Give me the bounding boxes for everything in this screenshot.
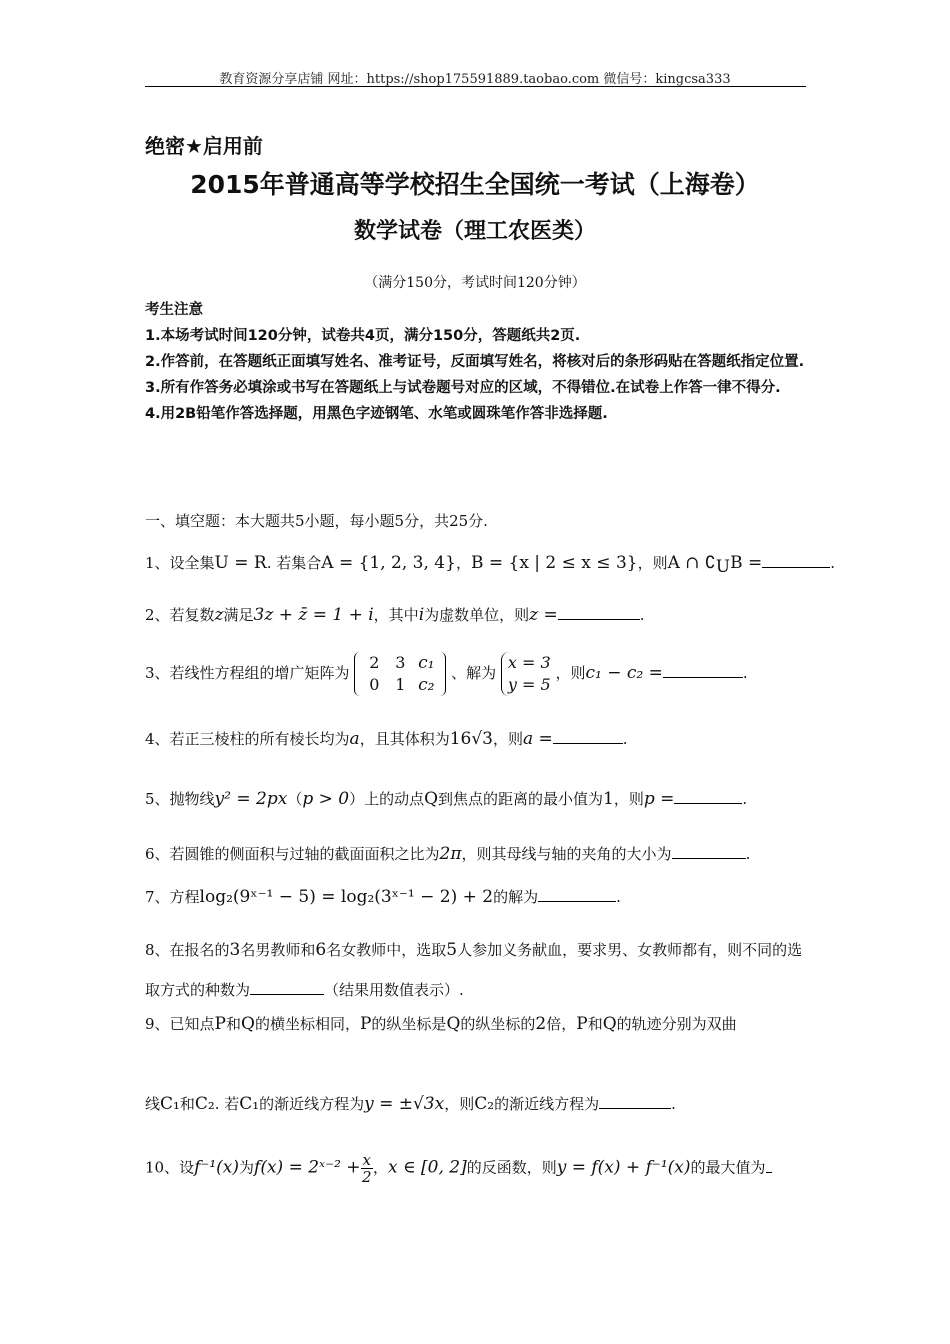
question-6: 6、若圆锥的侧面积与过轴的截面面积之比为2π，则其母线与轴的夹角的大小为 . [145,844,751,864]
answer-blank[interactable] [674,789,742,804]
header-divider [145,86,806,87]
answer-blank[interactable] [663,663,743,678]
exam-title: 2015年普通高等学校招生全国统一考试（上海卷） [190,170,760,199]
question-3: 3、若线性方程组的增广矩阵为 2 3 c₁ 0 1 c₂ 、解为 x = 3 y = 5 ，则c₁ − c₂ = . [145,653,748,695]
secret-label: 绝密★启用前 [145,134,263,158]
question-5: 5、抛物线y² = 2px（p > 0）上的动点Q到焦点的距离的最小值为1，则p = . [145,789,748,809]
question-2: 2、若复数z满足3z + z̄ = 1 + i，其中i为虚数单位，则z = . [145,605,645,625]
notice-item: 3.所有作答务必填涂或书写在答题纸上与试卷题号对应的区域，不得错位.在试卷上作答一律不得分. [145,380,781,396]
answer-blank[interactable] [538,887,616,902]
question-10: 10、设f⁻¹(x)为f(x) = 2ˣ⁻² + $\frac{x}{2}$ ，x ∈ [0, 2]的反函数，则y = f(x) + f⁻¹(x)的最大值为 [145,1152,815,1185]
answer-blank[interactable] [558,605,640,620]
question-9-continued: 线C₁和C₂. 若C₁的渐近线方程为y = ±√3x，则C₂的渐近线方程为 . [145,1094,676,1114]
answer-blank[interactable] [250,980,324,995]
notice-heading: 考生注意 [145,302,203,318]
answer-blank[interactable] [599,1094,671,1109]
exam-info: （满分150分，考试时间120分钟） [364,275,586,291]
answer-blank[interactable] [553,729,623,744]
answer-blank[interactable] [672,844,746,859]
fraction: $\frac{x}{2}$ [361,1151,372,1186]
exam-subject: 数学试卷（理工农医类） [353,219,596,244]
notice-block [145,297,810,427]
page-header: 教育资源分享店铺 网址：https://shop175591889.taobao.com 微信号：kingcsa333 [219,72,731,87]
question-9: 9、已知点P和Q的横坐标相同，P的纵坐标是Q的纵坐标的2倍，P和Q的轨迹分别为双曲 [145,1014,737,1034]
notice-item: 4.用2B铅笔作答选择题，用黑色字迹钢笔、水笔或圆珠笔作答非选择题. [145,406,608,422]
question-1: 1、设全集U = R. 若集合A = {1, 2, 3, 4}，B = {x | 2 ≤ x ≤ 3}，则A ∩ $∁_UB$ = . [145,553,835,577]
question-8: 8、在报名的3名男教师和6名女教师中，选取5人参加义务献血，要求男、女教师都有，则不同的选取方式的种数为 （结果用数值表示）. [145,940,803,999]
notice-item: 1.本场考试时间120分钟，试卷共4页，满分150分，答题纸共2页. [145,328,581,344]
question-4: 4、若正三棱柱的所有棱长均为a，且其体积为16√3，则a = . [145,729,628,749]
section-heading: 一、填空题：本大题共5小题，每小题5分，共25分. [145,512,488,530]
answer-blank[interactable] [766,1158,772,1173]
question-7: 7、方程log₂(9ˣ⁻¹ − 5) = log₂(3ˣ⁻¹ − 2) + 2的解为 . [145,887,621,907]
answer-blank[interactable] [762,553,830,568]
solution-system: x = 3 y = 5 [501,652,551,696]
augmented-matrix: 2 3 c₁ 0 1 c₂ [354,652,446,696]
notice-item: 2.作答前，在答题纸正面填写姓名、准考证号，反面填写姓名，将核对后的条形码贴在答题纸指定位置. [145,354,805,370]
